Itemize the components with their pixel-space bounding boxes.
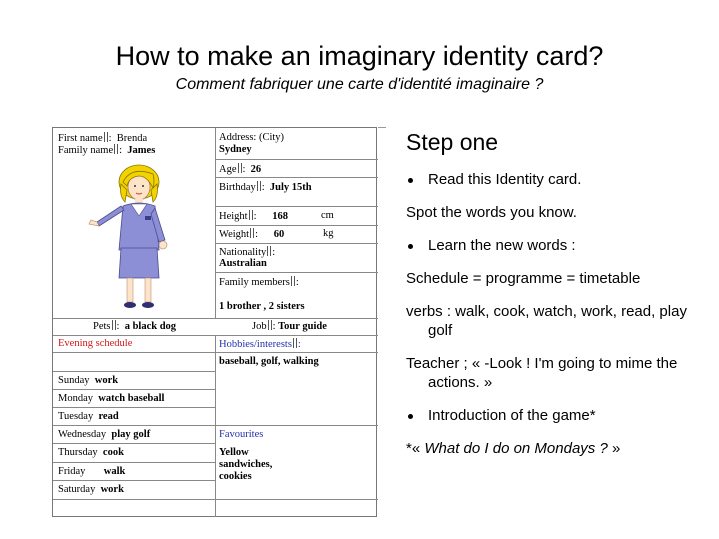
birthday-value: July 15th [269,182,312,193]
woman-illustration [61,160,211,315]
bullet-item: Learn the new words : [406,236,706,255]
note-line: verbs : walk, cook, watch, work, read, play golf [406,303,687,339]
step-heading: Step one [406,129,499,155]
bullet-dot-icon [408,414,413,419]
card-divider [53,425,378,426]
card-divider [215,128,216,318]
schedule-row-thursday: Thursday cook [58,447,124,458]
first-name-value: Brenda [116,133,148,144]
slide-subtitle: Comment fabriquer une carte d'identité imaginaire ? [175,76,544,93]
card-top-edge [378,127,386,128]
card-divider [215,225,378,226]
schedule-row-wednesday: Wednesday play golf [58,429,151,440]
schedule-row-friday: Friday walk [58,466,126,477]
hobbies-value: baseball, golf, walking [219,356,319,367]
pets-row: Pets : a black dog [93,321,177,332]
evening-schedule-label: Evening schedule [58,338,133,349]
card-divider [53,499,378,500]
card-divider [53,371,215,372]
card-divider [215,335,216,517]
card-divider [215,177,378,178]
weight-unit: kg [323,228,334,239]
slide-title: How to make an imaginary identity card? [115,41,604,71]
note-line: Spot the words you know. [406,204,577,221]
family-members-value: 1 brother , 2 sisters [219,301,305,312]
job-row: Job : Tour guide [252,321,327,332]
card-divider [215,206,378,207]
identity-card [52,127,377,517]
nationality-value: Australian [219,258,267,269]
card-divider [215,243,378,244]
weight-value: 60 [273,229,285,240]
nationality-row: Nationality : [219,247,276,258]
favourites-value-1: Yellow [219,447,249,458]
schedule-row-monday: Monday watch baseball [58,393,165,404]
job-value: Tour guide [278,321,327,332]
hobbies-row: Hobbies/interests : [219,339,301,350]
schedule-row-tuesday: Tuesday read [58,411,119,422]
age-value: 26 [250,164,262,175]
schedule-row-saturday: Saturday work [58,484,124,495]
favourites-value-3: cookies [219,471,252,482]
pets-value: a black dog [124,321,177,332]
card-divider [53,318,378,319]
height-value: 168 [272,211,288,222]
first-name-row: First name : Brenda [58,133,148,144]
address-label: Address: (City) [219,132,285,143]
favourites-label: Favourites [219,429,264,440]
card-divider [53,407,215,408]
instructions-panel [406,128,706,472]
card-divider [53,352,378,353]
bullet-dot-icon [408,244,413,249]
age-row: Age : 26 [219,164,262,175]
card-divider [215,272,378,273]
schedule-row-sunday: Sunday work [58,375,119,386]
game-question-line: *« What do I do on Mondays ? » [406,440,621,457]
card-divider [53,389,215,390]
height-unit: cm [321,210,334,221]
favourites-value-2: sandwiches, [219,459,273,470]
bullet-dot-icon [408,178,413,183]
height-row: Height : 168 [219,211,288,222]
note-line: Schedule = programme = timetable [406,270,641,287]
note-line: Teacher ; « -Look ! I'm going to mime the actions. » [406,355,678,391]
bullet-item: Introduction of the game* [406,406,706,425]
card-divider [53,480,215,481]
card-divider [53,335,378,336]
card-divider [215,159,378,160]
family-name-row: Family name : James [58,145,156,156]
card-divider [53,462,215,463]
card-divider [53,443,215,444]
family-members-row: Family members : [219,277,299,288]
address-value: Sydney [219,144,252,155]
family-name-value: James [127,145,156,156]
weight-row: Weight : 60 [219,229,285,240]
birthday-row: Birthday : July 15th [219,182,312,193]
bullet-item: Read this Identity card. [406,170,706,189]
